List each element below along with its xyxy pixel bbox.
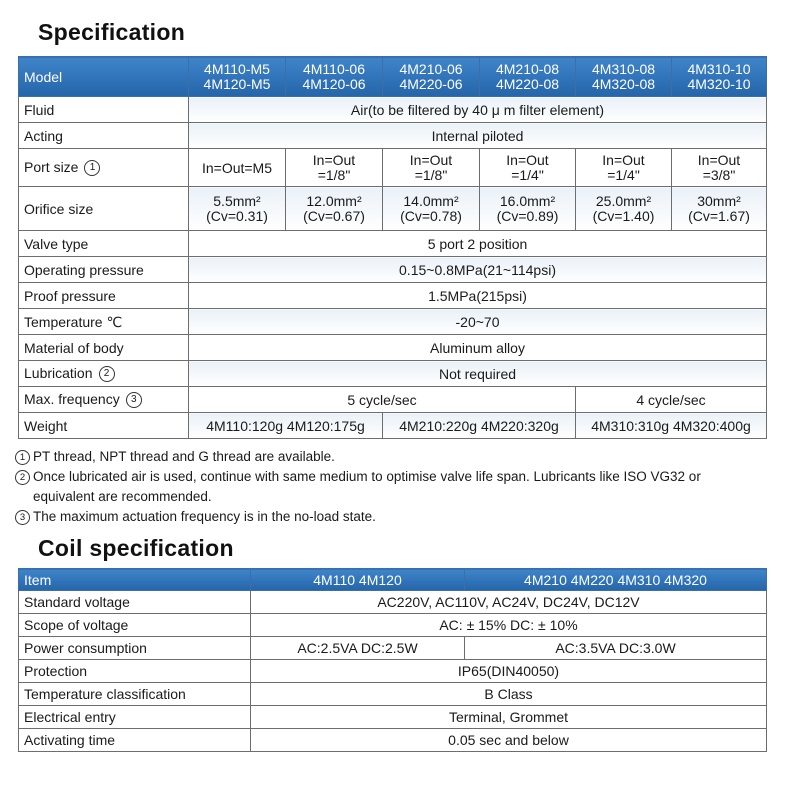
row-value: Internal piloted: [189, 123, 767, 149]
footnote: 2 Once lubricated air is used, continue with same medium to optimise valve life span. Lubricants like ISO VG32 or equivalent are recommended.: [15, 467, 775, 507]
table-row: [19, 591, 767, 614]
table-row: [19, 149, 767, 187]
row-value: -20~70: [189, 309, 767, 335]
coil-title: Coil specification: [38, 535, 234, 561]
row-value: 30mm² (Cv=1.67): [672, 187, 767, 231]
table-row: [19, 361, 767, 387]
table-row: [19, 97, 767, 123]
footnote-marker: 1: [15, 450, 30, 465]
row-value: IP65(DIN40050): [251, 660, 767, 683]
row-label: Power consumption: [19, 637, 251, 660]
table-row: [19, 335, 767, 361]
row-value: AC: ± 15% DC: ± 10%: [251, 614, 767, 637]
row-value: 4 cycle/sec: [576, 387, 767, 413]
row-value: Air(to be filtered by 40 μ m filter element): [189, 97, 767, 123]
row-value: Terminal, Grommet: [251, 706, 767, 729]
table-row: [19, 660, 767, 683]
model-cell: 4M210-08 4M220-08: [480, 57, 576, 97]
table-row: [19, 283, 767, 309]
row-value: 0.05 sec and below: [251, 729, 767, 752]
row-value: 1.5MPa(215psi): [189, 283, 767, 309]
row-label: Orifice size: [19, 187, 189, 231]
row-value: 4M310:310g 4M320:400g: [576, 413, 767, 439]
row-value: 5 cycle/sec: [189, 387, 576, 413]
table-row: [19, 257, 767, 283]
item-label: Item: [19, 569, 251, 591]
model-group: 4M110 4M120: [251, 569, 465, 591]
row-label: Material of body: [19, 335, 189, 361]
model-cell: 4M310-08 4M320-08: [576, 57, 672, 97]
row-value: Not required: [189, 361, 767, 387]
row-value: 12.0mm² (Cv=0.67): [286, 187, 383, 231]
row-label: Valve type: [19, 231, 189, 257]
model-label: Model: [19, 57, 189, 97]
spec-table: [18, 56, 767, 439]
row-value: In=Out=M5: [189, 149, 286, 187]
row-value: 0.15~0.8MPa(21~114psi): [189, 257, 767, 283]
model-cell: 4M310-10 4M320-10: [672, 57, 767, 97]
row-value: 14.0mm² (Cv=0.78): [383, 187, 480, 231]
row-value: In=Out =3/8": [672, 149, 767, 187]
row-label: Scope of voltage: [19, 614, 251, 637]
row-label: Proof pressure: [19, 283, 189, 309]
table-row: [19, 614, 767, 637]
row-label: Standard voltage: [19, 591, 251, 614]
row-value: Aluminum alloy: [189, 335, 767, 361]
spec-title: Specification: [38, 19, 186, 45]
footnote-marker: 1: [84, 160, 100, 176]
row-label: Temperature classification: [19, 683, 251, 706]
row-label: Port size 1: [19, 149, 189, 187]
footnote-marker: 2: [99, 366, 115, 382]
row-value: 5.5mm² (Cv=0.31): [189, 187, 286, 231]
table-row: [19, 413, 767, 439]
spec-header-row: [19, 57, 767, 97]
row-value: 25.0mm² (Cv=1.40): [576, 187, 672, 231]
model-group: 4M210 4M220 4M310 4M320: [465, 569, 767, 591]
table-row: [19, 187, 767, 231]
footnotes: [15, 447, 775, 527]
row-label: Acting: [19, 123, 189, 149]
row-value: 4M110:120g 4M120:175g: [189, 413, 383, 439]
table-row: [19, 387, 767, 413]
row-label: Protection: [19, 660, 251, 683]
table-row: [19, 231, 767, 257]
table-row: [19, 123, 767, 149]
row-label: Max. frequency 3: [19, 387, 189, 413]
row-label: Operating pressure: [19, 257, 189, 283]
coil-table: [18, 568, 767, 752]
model-cell: 4M110-M5 4M120-M5: [189, 57, 286, 97]
model-cell: 4M210-06 4M220-06: [383, 57, 480, 97]
table-row: [19, 706, 767, 729]
row-value: AC220V, AC110V, AC24V, DC24V, DC12V: [251, 591, 767, 614]
coil-header-row: [19, 569, 767, 591]
model-cell: 4M110-06 4M120-06: [286, 57, 383, 97]
row-value: In=Out =1/8": [383, 149, 480, 187]
footnote-marker: 3: [15, 510, 30, 525]
row-label: Temperature ℃: [19, 309, 189, 335]
row-value: AC:3.5VA DC:3.0W: [465, 637, 767, 660]
row-value: In=Out =1/8": [286, 149, 383, 187]
table-row: [19, 637, 767, 660]
row-value: AC:2.5VA DC:2.5W: [251, 637, 465, 660]
table-row: [19, 309, 767, 335]
row-value: 4M210:220g 4M220:320g: [383, 413, 576, 439]
row-value: 16.0mm² (Cv=0.89): [480, 187, 576, 231]
footnote: 1 PT thread, NPT thread and G thread are available.: [15, 447, 775, 467]
row-label: Weight: [19, 413, 189, 439]
row-value: 5 port 2 position: [189, 231, 767, 257]
row-label: Fluid: [19, 97, 189, 123]
table-row: [19, 729, 767, 752]
row-value: In=Out =1/4": [576, 149, 672, 187]
row-label: Lubrication 2: [19, 361, 189, 387]
row-value: B Class: [251, 683, 767, 706]
table-row: [19, 683, 767, 706]
row-label: Activating time: [19, 729, 251, 752]
footnote-marker: 3: [126, 392, 142, 408]
footnote: 3 The maximum actuation frequency is in the no-load state.: [15, 507, 775, 527]
footnote-marker: 2: [15, 470, 30, 485]
row-label: Electrical entry: [19, 706, 251, 729]
row-value: In=Out =1/4": [480, 149, 576, 187]
